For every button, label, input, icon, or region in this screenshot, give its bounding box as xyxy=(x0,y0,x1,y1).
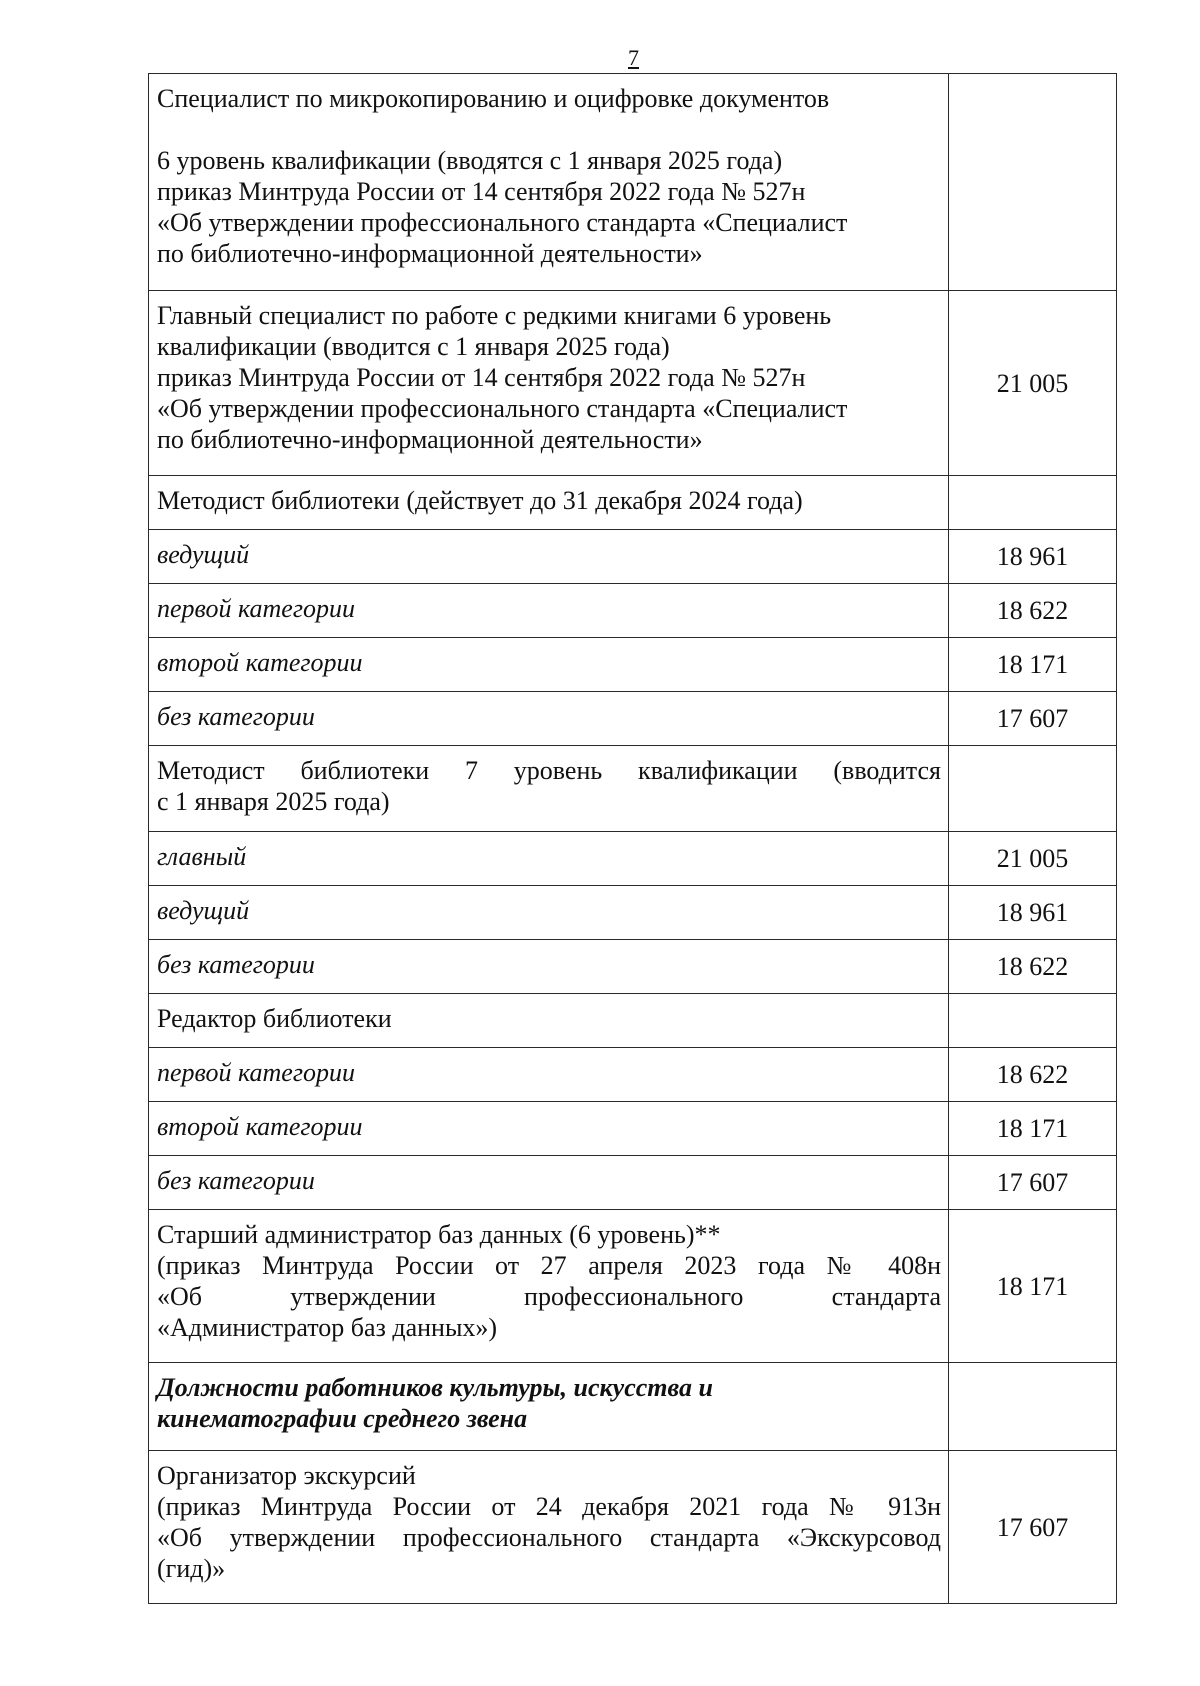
salary-cell: 18 961 xyxy=(949,530,1117,584)
table-row xyxy=(149,886,1117,940)
table-row xyxy=(149,746,1117,832)
position-cell xyxy=(149,291,949,476)
table-row xyxy=(149,1451,1117,1604)
table-row xyxy=(149,692,1117,746)
table-row xyxy=(149,1156,1117,1210)
table-row xyxy=(149,638,1117,692)
position-note: «Об утверждении профессионального стандарта «Экскурсовод xyxy=(157,1523,941,1552)
position-note: «Об утверждении профессионального стандарта «Специалист xyxy=(157,208,848,237)
position-title: Главный специалист по работе с редкими книгами 6 уровень xyxy=(157,301,832,330)
position-title: с 1 января 2025 года) xyxy=(157,787,390,816)
page-number: 7 xyxy=(628,45,639,70)
salary-cell: 21 005 xyxy=(949,291,1117,476)
table-row xyxy=(149,584,1117,638)
position-note: приказ Минтруда России от 14 сентября 2022 года № 527н xyxy=(157,363,806,392)
salary-cell: 18 961 xyxy=(949,886,1117,940)
salary-cell: 18 171 xyxy=(949,638,1117,692)
category-cell: первой категории xyxy=(149,1048,949,1102)
category-cell: второй категории xyxy=(149,1102,949,1156)
position-note: по библиотечно-информационной деятельности» xyxy=(157,425,703,454)
table-row xyxy=(149,530,1117,584)
salary-cell xyxy=(949,994,1117,1048)
salary-cell xyxy=(949,74,1117,291)
salary-cell: 18 171 xyxy=(949,1102,1117,1156)
table-row xyxy=(149,291,1117,476)
section-heading: кинематографии среднего звена xyxy=(157,1404,528,1433)
position-cell xyxy=(149,1451,949,1604)
salary-cell xyxy=(949,746,1117,832)
position-note: приказ Минтруда России от 14 сентября 2022 года № 527н xyxy=(157,177,806,206)
position-cell xyxy=(149,476,949,530)
position-title: Методист библиотеки (действует до 31 декабря 2024 года) xyxy=(157,486,803,515)
salary-cell: 18 171 xyxy=(949,1210,1117,1363)
table-row xyxy=(149,476,1117,530)
salary-cell: 17 607 xyxy=(949,1156,1117,1210)
table-row xyxy=(149,832,1117,886)
section-heading: Должности работников культуры, искусства и xyxy=(157,1373,713,1402)
position-note: «Об утверждении профессионального стандарта xyxy=(157,1282,941,1311)
table-row xyxy=(149,74,1117,291)
salary-cell: 21 005 xyxy=(949,832,1117,886)
position-note: квалификации (вводится с 1 января 2025 года) xyxy=(157,332,670,361)
position-cell xyxy=(149,994,949,1048)
salary-cell: 18 622 xyxy=(949,940,1117,994)
table-row xyxy=(149,994,1117,1048)
position-cell xyxy=(149,74,949,291)
section-heading-cell xyxy=(149,1363,949,1451)
table-row xyxy=(149,1363,1117,1451)
category-cell: ведущий xyxy=(149,886,949,940)
position-note: (гид)» xyxy=(157,1554,226,1583)
category-cell: без категории xyxy=(149,692,949,746)
position-note: «Об утверждении профессионального стандарта «Специалист xyxy=(157,394,848,423)
salary-cell: 18 622 xyxy=(949,1048,1117,1102)
category-cell: без категории xyxy=(149,1156,949,1210)
position-cell xyxy=(149,1210,949,1363)
table-row xyxy=(149,1048,1117,1102)
category-cell: второй категории xyxy=(149,638,949,692)
salary-cell: 18 622 xyxy=(949,584,1117,638)
position-note: 6 уровень квалификации (вводятся с 1 января 2025 года) xyxy=(157,146,783,175)
salary-cell xyxy=(949,1363,1117,1451)
category-cell: ведущий xyxy=(149,530,949,584)
position-cell xyxy=(149,746,949,832)
salary-cell: 17 607 xyxy=(949,692,1117,746)
position-note: «Администратор баз данных») xyxy=(157,1313,498,1342)
category-cell: главный xyxy=(149,832,949,886)
table-row xyxy=(149,1210,1117,1363)
position-note: (приказ Минтруда России от 24 декабря 2021 года № 913н xyxy=(157,1492,941,1521)
position-title: Методист библиотеки 7 уровень квалификации (вводится xyxy=(157,756,941,785)
position-title: Редактор библиотеки xyxy=(157,1004,392,1033)
category-cell: без категории xyxy=(149,940,949,994)
position-title: Старший администратор баз данных (6 уровень)** xyxy=(157,1220,721,1249)
salary-table xyxy=(148,73,1117,1604)
table-row xyxy=(149,940,1117,994)
position-note: по библиотечно-информационной деятельности» xyxy=(157,239,703,268)
table-row xyxy=(149,1102,1117,1156)
position-title: Организатор экскурсий xyxy=(157,1461,416,1490)
category-cell: первой категории xyxy=(149,584,949,638)
salary-cell xyxy=(949,476,1117,530)
salary-cell: 17 607 xyxy=(949,1451,1117,1604)
position-note: (приказ Минтруда России от 27 апреля 2023 года № 408н xyxy=(157,1251,941,1280)
position-title: Специалист по микрокопированию и оцифровке документов xyxy=(157,84,830,113)
